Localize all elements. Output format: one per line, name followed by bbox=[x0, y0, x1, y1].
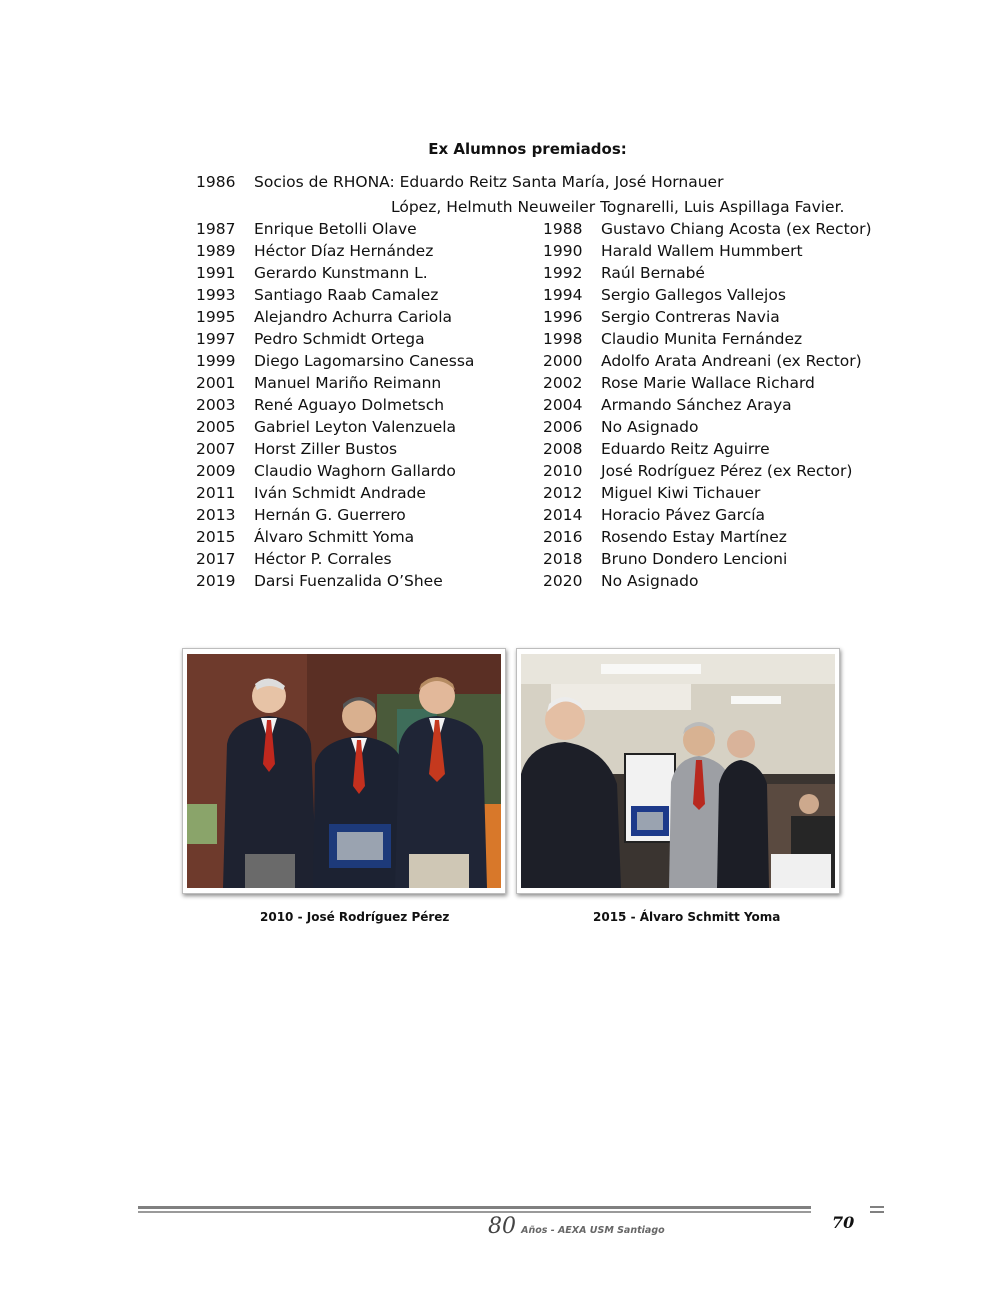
year: 2007 bbox=[196, 440, 236, 458]
footer-logo-text: Años - AEXA USM Santiago bbox=[521, 1225, 665, 1236]
year: 1993 bbox=[196, 286, 236, 304]
page-number: 70 bbox=[832, 1213, 855, 1232]
name: Diego Lagomarsino Canessa bbox=[254, 352, 475, 370]
name: Claudio Waghorn Gallardo bbox=[254, 462, 456, 480]
name: Hernán G. Guerrero bbox=[254, 506, 406, 524]
year: 1998 bbox=[543, 330, 583, 348]
year: 2001 bbox=[196, 374, 236, 392]
footer-rule-right-secondary bbox=[870, 1211, 884, 1213]
year: 1995 bbox=[196, 308, 236, 326]
name: Sergio Contreras Navia bbox=[601, 308, 780, 326]
name: Iván Schmidt Andrade bbox=[254, 484, 426, 502]
name: No Asignado bbox=[601, 418, 699, 436]
name: Claudio Munita Fernández bbox=[601, 330, 803, 348]
year: 1991 bbox=[196, 264, 236, 282]
footer-rule bbox=[138, 1206, 811, 1209]
footer-logo bbox=[488, 1214, 665, 1239]
list-item-1986-continued bbox=[391, 197, 844, 217]
footer-logo-number: 80 bbox=[488, 1214, 516, 1239]
name: Eduardo Reitz Aguirre bbox=[601, 440, 770, 458]
year: 2016 bbox=[543, 528, 583, 546]
name: René Aguayo Dolmetsch bbox=[254, 396, 445, 414]
year: 2018 bbox=[543, 550, 583, 568]
photo-caption-2015: 2015 - Álvaro Schmitt Yoma bbox=[593, 910, 781, 924]
year: 1997 bbox=[196, 330, 236, 348]
name: Harald Wallem Hummbert bbox=[601, 242, 803, 260]
year: 2008 bbox=[543, 440, 583, 458]
footer-rule-right bbox=[870, 1206, 884, 1208]
name: No Asignado bbox=[601, 572, 699, 590]
year: 1996 bbox=[543, 308, 583, 326]
name: Gustavo Chiang Acosta (ex Rector) bbox=[601, 220, 872, 238]
name: Raúl Bernabé bbox=[601, 264, 705, 282]
name: Alejandro Achurra Cariola bbox=[254, 308, 453, 326]
year: 2013 bbox=[196, 506, 236, 524]
name: Armando Sánchez Araya bbox=[601, 396, 792, 414]
name: Horacio Pávez García bbox=[601, 506, 766, 524]
name: Bruno Dondero Lencioni bbox=[601, 550, 788, 568]
name: Darsi Fuenzalida O’Shee bbox=[254, 572, 443, 590]
year: 2019 bbox=[196, 572, 236, 590]
year: 2015 bbox=[196, 528, 236, 546]
name: Adolfo Arata Andreani (ex Rector) bbox=[601, 352, 862, 370]
year: 2017 bbox=[196, 550, 236, 568]
page-title: Ex Alumnos premiados: bbox=[428, 140, 627, 158]
name: Sergio Gallegos Vallejos bbox=[601, 286, 786, 304]
name: Horst Ziller Bustos bbox=[254, 440, 398, 458]
photo-2015 bbox=[516, 648, 840, 894]
footer-rule-secondary bbox=[138, 1211, 811, 1213]
year: 2012 bbox=[543, 484, 583, 502]
name: Manuel Mariño Reimann bbox=[254, 374, 442, 392]
name: José Rodríguez Pérez (ex Rector) bbox=[601, 462, 853, 480]
year: 1992 bbox=[543, 264, 583, 282]
photo-2010 bbox=[182, 648, 506, 894]
name: Gerardo Kunstmann L. bbox=[254, 264, 428, 282]
award-photo-2010 bbox=[187, 654, 501, 888]
year: 1994 bbox=[543, 286, 583, 304]
year: 2005 bbox=[196, 418, 236, 436]
year: 1989 bbox=[196, 242, 236, 260]
name: Gabriel Leyton Valenzuela bbox=[254, 418, 457, 436]
year: 2000 bbox=[543, 352, 583, 370]
name: Héctor Díaz Hernández bbox=[254, 242, 434, 260]
name: Socios de RHONA: Eduardo Reitz Santa María, José Hornauer bbox=[254, 173, 724, 191]
year: 1986 bbox=[196, 173, 236, 191]
year: 1988 bbox=[543, 220, 583, 238]
year: 2010 bbox=[543, 462, 583, 480]
year: 2006 bbox=[543, 418, 583, 436]
photo-caption-2010: 2010 - José Rodríguez Pérez bbox=[260, 910, 450, 924]
name: Miguel Kiwi Tichauer bbox=[601, 484, 761, 502]
name-continued: López, Helmuth Neuweiler Tognarelli, Luis Aspillaga Favier. bbox=[391, 198, 845, 216]
name: Rose Marie Wallace Richard bbox=[601, 374, 815, 392]
year: 1990 bbox=[543, 242, 583, 260]
name: Enrique Betolli Olave bbox=[254, 220, 417, 238]
year: 1999 bbox=[196, 352, 236, 370]
year: 1987 bbox=[196, 220, 236, 238]
award-photo-2015 bbox=[521, 654, 835, 888]
year: 2004 bbox=[543, 396, 583, 414]
year: 2002 bbox=[543, 374, 583, 392]
name: Álvaro Schmitt Yoma bbox=[254, 528, 415, 546]
year: 2011 bbox=[196, 484, 236, 502]
year: 2020 bbox=[543, 572, 583, 590]
name: Héctor P. Corrales bbox=[254, 550, 392, 568]
year: 2014 bbox=[543, 506, 583, 524]
year: 2003 bbox=[196, 396, 236, 414]
name: Rosendo Estay Martínez bbox=[601, 528, 787, 546]
name: Pedro Schmidt Ortega bbox=[254, 330, 425, 348]
year: 2009 bbox=[196, 462, 236, 480]
name: Santiago Raab Camalez bbox=[254, 286, 439, 304]
